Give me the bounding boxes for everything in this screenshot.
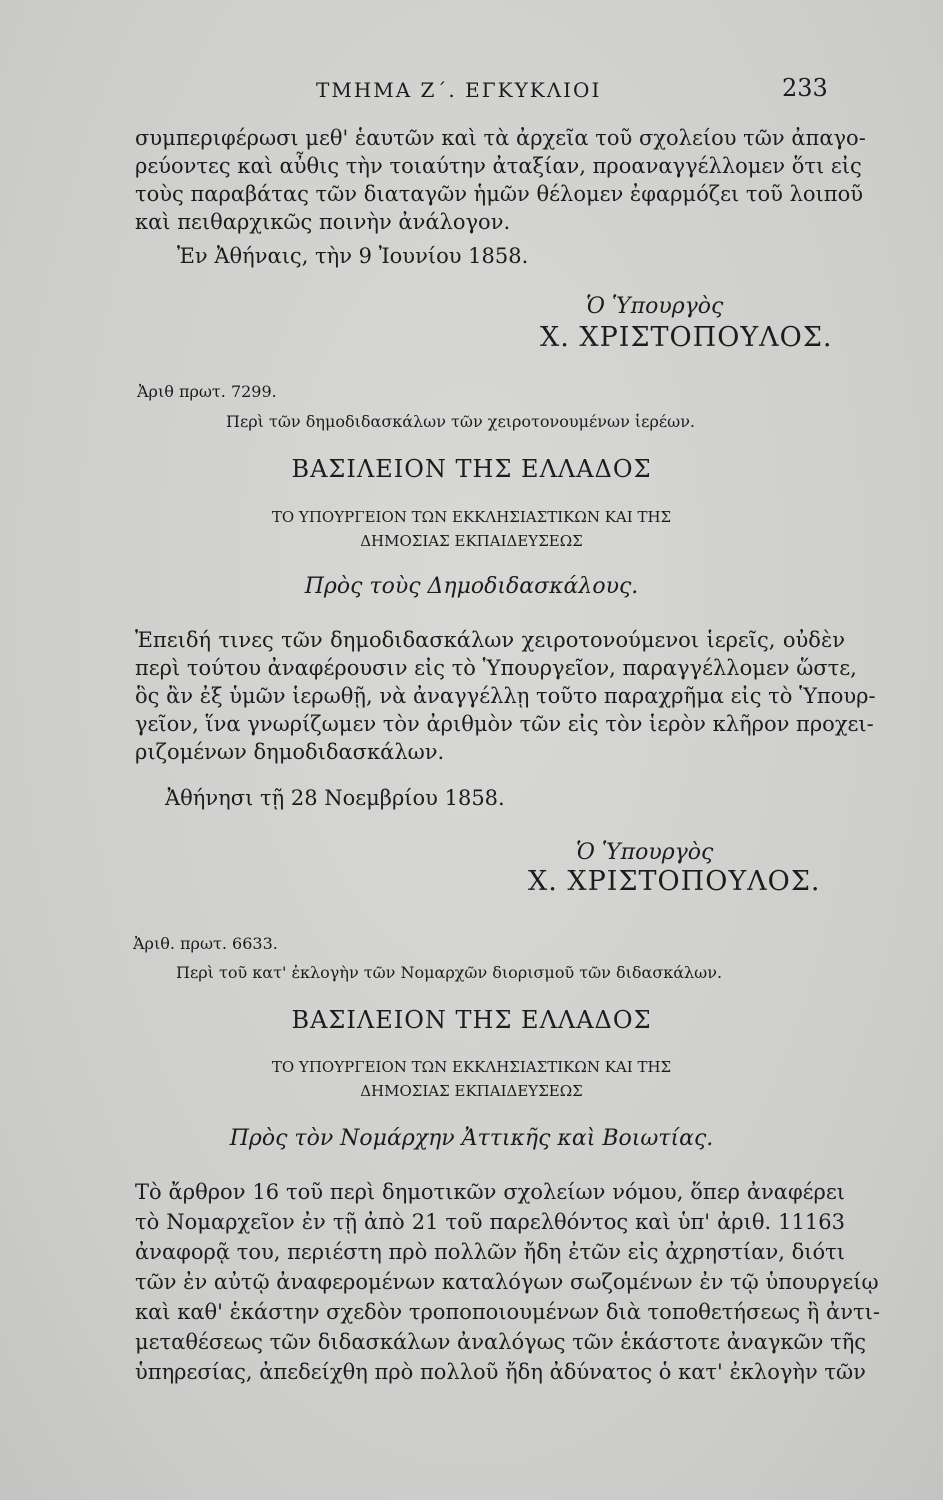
section-3-ministry-line-2: ΔΗΜΟΣΙΑΣ ΕΚΠΑΙΔΕΥΣΕΩΣ <box>360 1082 583 1100</box>
running-title: ΤΜΗΜΑ Ζ΄. ΕΓΚΥΚΛΙΟΙ <box>316 78 602 102</box>
section-2-line-5: ριζομένων δημοδιδασκάλων. <box>135 740 445 764</box>
section-1-signature-title: Ὁ Ὑπουργὸς <box>586 294 724 319</box>
section-3-line-1: Τὸ ἄρθρον 16 τοῦ περὶ δημοτικῶν σχολείων νόμου, ὅπερ ἀναφέρει <box>135 1180 845 1204</box>
section-1-line-4: καὶ πειθαρχικῶς ποινὴν ἀνάλογον. <box>135 210 511 234</box>
section-3-line-2: τὸ Νομαρχεῖον ἐν τῇ ἀπὸ 21 τοῦ παρελθόντος καὶ ὑπ' ἀριθ. 11163 <box>135 1210 845 1234</box>
section-2-line-1: Ἐπειδή τινες τῶν δημοδιδασκάλων χειροτονούμενοι ἱερεῖς, οὐδὲν <box>135 628 845 652</box>
section-2-kingdom-heading: ΒΑΣΙΛΕΙΟΝ ΤΗΣ ΕΛΛΑΔΟΣ <box>291 455 652 483</box>
section-3-line-4: τῶν ἐν αὐτῷ ἀναφερομένων καταλόγων σωζομένων ἐν τῷ ὑπουργείῳ <box>135 1270 879 1294</box>
section-3-line-7: ὑπηρεσίας, ἀπεδείχθη πρὸ πολλοῦ ἤδη ἀδύνατος ὁ κατ' ἐκλογὴν τῶν <box>135 1360 866 1384</box>
section-1-date: Ἐν Ἀθήναις, τὴν 9 Ἰουνίου 1858. <box>177 244 529 268</box>
page-number: 233 <box>782 74 828 102</box>
section-3-protocol: Ἀριθ. πρωτ. 6633. <box>133 934 278 953</box>
section-2-ministry-line-2: ΔΗΜΟΣΙΑΣ ΕΚΠΑΙΔΕΥΣΕΩΣ <box>360 532 583 550</box>
section-2-line-2: περὶ τούτου ἀναφέρουσιν εἰς τὸ Ὑπουργεῖον, παραγγέλλομεν ὥστε, <box>135 656 857 680</box>
section-3-subject: Περὶ τοῦ κατ' ἐκλογὴν τῶν Νομαρχῶν διορισμοῦ τῶν διδασκάλων. <box>176 963 723 982</box>
section-2-line-3: ὃς ἂν ἐξ ὑμῶν ἱερωθῇ, νὰ ἀναγγέλλῃ τοῦτο παραχρῆμα εἰς τὸ Ὑπουρ- <box>135 684 876 708</box>
section-2-signature-name: Χ. ΧΡΙΣΤΟΠΟΥΛΟΣ. <box>528 866 821 897</box>
page-header <box>0 74 943 114</box>
section-3-line-6: μεταθέσεως τῶν διδασκάλων ἀναλόγως τῶν ἑκάστοτε ἀναγκῶν τῆς <box>135 1330 867 1354</box>
section-2-protocol: Ἀριθ πρωτ. 7299. <box>137 382 277 401</box>
section-2-line-4: γεῖον, ἵνα γνωρίζωμεν τὸν ἀριθμὸν τῶν εἰς τὸν ἱερὸν κλῆρον προχει- <box>135 712 874 736</box>
section-3-addressee: Πρὸς τὸν Νομάρχην Ἀττικῆς καὶ Βοιωτίας. <box>229 1126 714 1151</box>
section-1-line-1: συμπεριφέρωσι μεθ' ἑαυτῶν καὶ τὰ ἀρχεῖα τοῦ σχολείου τῶν ἀπαγο- <box>135 126 866 150</box>
section-2-ministry-line-1: ΤΟ ΥΠΟΥΡΓΕΙΟΝ ΤΩΝ ΕΚΚΛΗΣΙΑΣΤΙΚΩΝ ΚΑΙ ΤΗΣ <box>271 508 672 526</box>
section-3-ministry-line-1: ΤΟ ΥΠΟΥΡΓΕΙΟΝ ΤΩΝ ΕΚΚΛΗΣΙΑΣΤΙΚΩΝ ΚΑΙ ΤΗΣ <box>271 1058 672 1076</box>
section-2-subject: Περὶ τῶν δημοδιδασκάλων τῶν χειροτονουμένων ἱερέων. <box>226 412 696 431</box>
section-1-line-2: ρεύοντες καὶ αὖθις τὴν τοιαύτην ἀταξίαν, προαναγγέλλομεν ὅτι εἰς <box>135 154 862 178</box>
section-1-line-3: τοὺς παραβάτας τῶν διαταγῶν ἡμῶν θέλομεν ἐφαρμόζει τοῦ λοιποῦ <box>135 182 863 206</box>
section-3-line-3: ἀναφορᾷ του, περιέστη πρὸ πολλῶν ἤδη ἐτῶν εἰς ἀχρηστίαν, διότι <box>135 1240 845 1264</box>
section-2-date: Ἀθήνησι τῇ 28 Νοεμβρίου 1858. <box>165 786 505 810</box>
section-2-addressee: Πρὸς τοὺς Δημοδιδασκάλους. <box>304 574 639 599</box>
section-3-line-5: καὶ καθ' ἑκάστην σχεδὸν τροποποιουμένων διὰ τοποθετήσεως ἢ ἀντι- <box>135 1300 880 1324</box>
section-3-kingdom-heading: ΒΑΣΙΛΕΙΟΝ ΤΗΣ ΕΛΛΑΔΟΣ <box>291 1006 652 1034</box>
section-1-signature-name: Χ. ΧΡΙΣΤΟΠΟΥΛΟΣ. <box>540 322 833 353</box>
section-2-signature-title: Ὁ Ὑπουργὸς <box>576 840 714 865</box>
